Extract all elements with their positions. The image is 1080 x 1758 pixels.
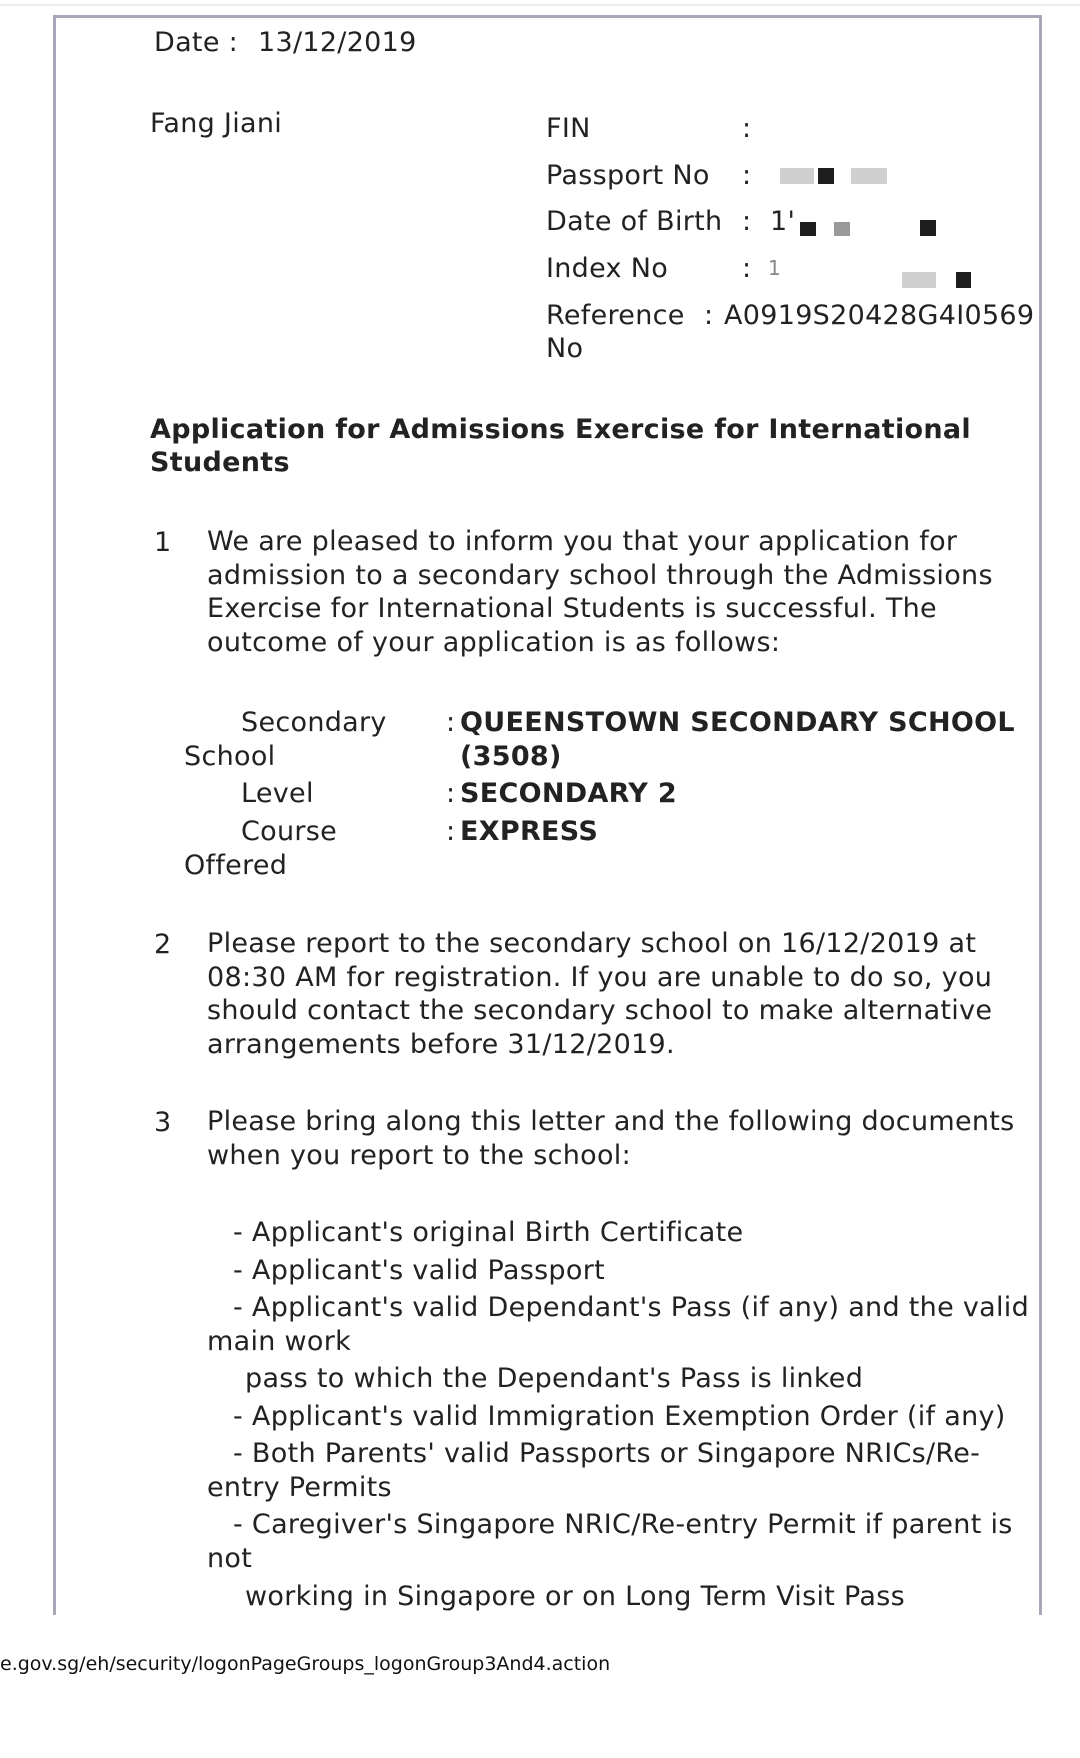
document-item: - Applicant's valid Passport [233,1255,605,1286]
redaction-block [780,168,814,184]
paragraph-3-number: 3 [154,1107,172,1138]
outcome-course-label: Course [241,816,338,847]
document-item: - Applicant's original Birth Certificate [233,1217,744,1248]
field-label-fin: FIN [546,113,591,144]
field-sep-reference: : [704,300,714,331]
document-item-cont: working in Singapore or on Long Term Visit Pass [245,1581,905,1612]
document-item: - Applicant's valid Dependant's Pass (if any) and the valid [233,1292,1030,1323]
redaction-block [920,220,936,236]
field-sep-fin: : [742,113,752,144]
redaction-block [818,168,834,184]
paragraph-1-line: outcome of your application is as follows: [207,626,781,658]
outcome-school-label: Secondary [241,707,387,738]
field-label-passport: Passport No [546,160,710,191]
paragraph-2 [207,927,992,1061]
document-item-cont: entry Permits [207,1472,392,1503]
field-label-index: Index No [546,253,669,284]
redaction-block [851,168,887,184]
outcome-school-label-cont: School [184,741,276,772]
outcome-school-code: (3508) [460,741,562,772]
letter-heading-line2: Students [150,447,290,478]
field-value-index: 1 [768,256,782,280]
paragraph-2-line: should contact the secondary school to make alternative [207,995,993,1026]
paragraph-2-line: arrangements before 31/12/2019. [207,1028,675,1060]
page-url: e.gov.sg/eh/security/logonPageGroups_logonGroup3And4.action [0,1653,611,1675]
outcome-course-sep: : [446,816,456,847]
date-value: 13/12/2019 [258,27,417,58]
field-label-reference-cont: No [546,333,584,364]
field-sep-index: : [742,253,752,284]
field-label-dob: Date of Birth [546,206,723,237]
field-label-reference: Reference [546,300,685,331]
document-item-cont: pass to which the Dependant's Pass is linked [245,1363,864,1394]
outcome-level-label: Level [241,778,314,809]
paragraph-1-line: admission to a secondary school through the Admissions [207,559,993,591]
outcome-level-value: SECONDARY 2 [460,778,677,809]
recipient-name: Fang Jiani [150,108,283,139]
letter-heading-line1: Application for Admissions Exercise for International [150,414,971,445]
outcome-course-label-cont: Offered [184,850,288,881]
field-sep-passport: : [742,160,752,191]
outcome-school-sep: : [446,707,456,738]
outcome-level-sep: : [446,778,456,809]
document-item-cont: main work [207,1326,352,1357]
paragraph-1-number: 1 [154,527,172,558]
top-edge-divider [0,4,1080,6]
redaction-block [834,222,850,236]
field-sep-dob: : [742,206,752,237]
paragraph-3-line: when you report to the school: [207,1139,631,1171]
paragraph-3 [207,1105,1015,1172]
field-value-reference: A0919S20428G4I0569 [724,300,1035,331]
paragraph-1-line: We are pleased to inform you that your application for [207,526,958,557]
paragraph-2-line: Please report to the secondary school on 16/12/2019 at [207,928,977,959]
document-item-cont: not [207,1543,253,1574]
redaction-block [956,272,971,288]
document-item: - Both Parents' valid Passports or Singapore NRICs/Re- [233,1438,981,1469]
redaction-block [800,222,816,236]
paragraph-2-number: 2 [154,929,172,960]
outcome-course-value: EXPRESS [460,816,599,847]
date-label: Date : [154,27,239,58]
paragraph-1-line: Exercise for International Students is successful. The [207,593,937,624]
paragraph-2-line: 08:30 AM for registration. If you are unable to do so, you [207,961,993,993]
field-value-dob: 1' [770,206,796,237]
paragraph-1 [207,525,993,659]
document-item: - Caregiver's Singapore NRIC/Re-entry Permit if parent is [233,1509,1013,1540]
redaction-block [902,272,936,288]
paragraph-3-line: Please bring along this letter and the following documents [207,1106,1015,1137]
document-item: - Applicant's valid Immigration Exemption Order (if any) [233,1401,1006,1432]
outcome-school-value: QUEENSTOWN SECONDARY SCHOOL [460,707,1015,738]
